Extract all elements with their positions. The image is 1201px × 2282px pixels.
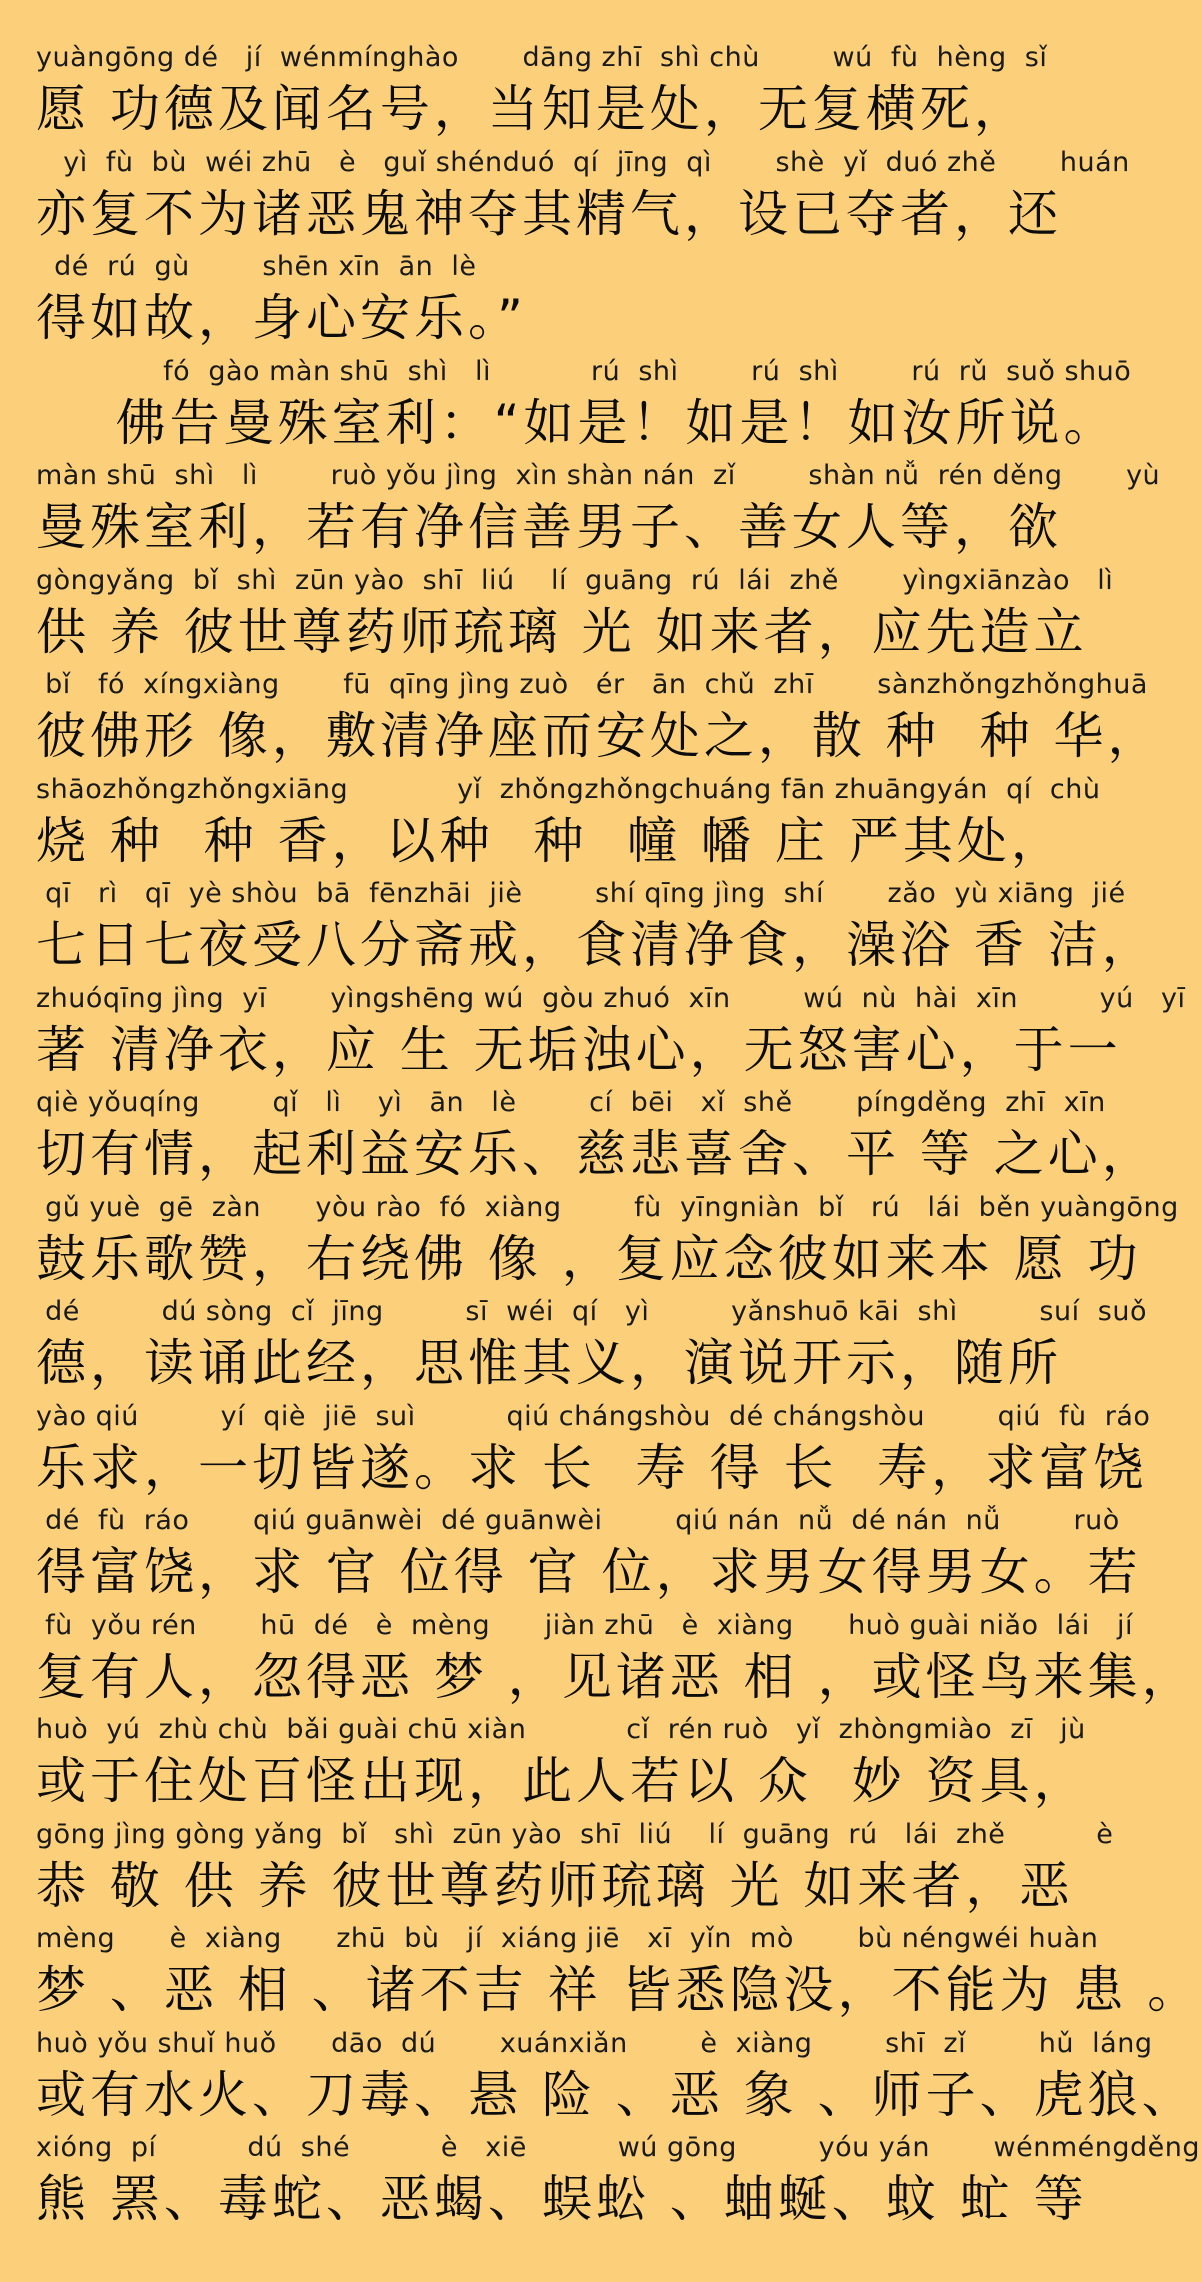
hanzi-line: 得如故，身心安乐。”: [36, 289, 527, 347]
hanzi-line: 乐求，一切皆遂。求 长 寿 得 长 寿，求富饶: [36, 1438, 1148, 1497]
hanzi-line: 复有人，忽得恶 梦 ，见诸恶 相 ，或怪鸟来集，: [36, 1647, 1196, 1706]
pinyin-line: gǔ yuè gē zàn yòu rào fó xiàng fù yīngniàn bǐ rú lái běn yuàngōng: [36, 1191, 1179, 1223]
hanzi-line: 熊 罴、毒蛇、恶蝎、蜈蚣 、蚰蜒、蚊 虻 等: [36, 2170, 1088, 2228]
pinyin-line: yuàngōng dé jí wénmínghào dāng zhī shì chù wú fù hèng sǐ: [36, 42, 1048, 73]
pinyin-line: zhuóqīng jìng yī yìngshēng wú gòu zhuó xīn wú nù hài xīn yú yī: [36, 982, 1186, 1014]
text-line: [36, 2130, 1200, 2235]
pinyin-line: mèng è xiàng zhū bù jí xiáng jiē xī yǐn mò bù néngwéi huàn: [36, 1923, 1099, 1954]
text-line: [36, 1503, 1142, 1608]
text-line: [36, 1712, 1088, 1817]
text-line: [36, 772, 1101, 877]
text-line: [36, 981, 1186, 1086]
sutra-text: [36, 40, 1201, 2235]
pinyin-line: dé fù ráo qiú guānwèi dé guānwèi qiú nán nǚ dé nán nǚ ruò: [36, 1505, 1120, 1536]
pinyin-line: fù yǒu rén hū dé è mèng jiàn zhū è xiàng huò guài niǎo lái jí: [36, 1609, 1133, 1641]
text-line: [36, 667, 1162, 772]
hanzi-line: 梦 、恶 相 、诸不吉 祥 皆悉隐没，不能为 患 。: [36, 1961, 1201, 2019]
hanzi-line: 烧 种 种 香，以种 种 幢 幡 庄 严其处，: [36, 811, 1065, 870]
pinyin-line: yì fù bù wéi zhū è guǐ shénduó qí jīng qì shè yǐ duó zhě huán: [36, 146, 1130, 178]
text-line: [36, 354, 1132, 459]
hanzi-line: 佛告曼殊室利：“如是！如是！如汝所说。: [36, 393, 1118, 452]
text-line: [36, 1190, 1179, 1295]
hanzi-line: 供 养 彼世尊药师琉璃 光 如来者，应先造立: [36, 602, 1088, 661]
text-line: [36, 1608, 1196, 1713]
pinyin-line: qiè yǒuqíng qǐ lì yì ān lè cí bēi xǐ shě píngděng zhī xīn: [36, 1087, 1106, 1118]
hanzi-line: 恭 敬 供 养 彼世尊药师琉璃 光 如来者，恶: [36, 1856, 1074, 1915]
hanzi-line: 愿 功德及闻名号，当知是处，无复横死，: [36, 80, 1028, 138]
hanzi-line: 鼓乐歌赞，右绕佛 像 ，复应念彼如来本 愿 功: [36, 1229, 1142, 1288]
text-line: [36, 1294, 1147, 1399]
pinyin-line: dé dú sòng cǐ jīng sī wéi qí yì yǎnshuō kāi shì suí suǒ: [36, 1296, 1147, 1327]
text-line: [36, 40, 1052, 145]
pinyin-line: qī rì qī yè shòu bā fēnzhāi jiè shí qīng jìng shí zǎo yù xiāng jié: [36, 878, 1126, 909]
hanzi-line: 得富饶，求 官 位得 官 位，求男女得男女。若: [36, 1543, 1142, 1601]
pinyin-line: huò yǒu shuǐ huǒ dāo dú xuánxiǎn è xiàng shī zǐ hǔ láng: [36, 2027, 1153, 2059]
text-line: [36, 249, 1052, 354]
hanzi-line: 或于住处百怪出现，此人若以 众 妙 资具，: [36, 1752, 1088, 1810]
pinyin-line: gòngyǎng bǐ shì zūn yào shī liú lí guāng rú lái zhě yìngxiānzào lì: [36, 564, 1114, 596]
pinyin-line: huò yú zhù chù bǎi guài chū xiàn cǐ rén ruò yǐ zhòngmiào zī jù: [36, 1714, 1086, 1745]
hanzi-line: 或有水火、刀毒、悬 险 、恶 象 、师子、虎狼、: [36, 2065, 1196, 2124]
pinyin-line: gōng jìng gòng yǎng bǐ shì zūn yào shī liú lí guāng rú lái zhě è: [36, 1818, 1114, 1850]
text-line: [36, 458, 1161, 563]
text-line: [36, 145, 1130, 250]
hanzi-line: 亦复不为诸恶鬼神夺其精气，设已夺者，还: [36, 184, 1062, 243]
pinyin-line: xióng pí dú shé è xiē wú gōng yóu yán wénméngděng: [36, 2132, 1200, 2163]
hanzi-line: 曼殊室利，若有净信善男子、善女人等，欲: [36, 498, 1062, 556]
pinyin-line: bǐ fó xíngxiàng fū qīng jìng zuò ér ān chǔ zhī sànzhǒngzhǒnghuā: [36, 669, 1148, 700]
text-line: [36, 2026, 1196, 2131]
hanzi-line: 切有情，起利益安乐、慈悲喜舍、平 等 之心，: [36, 1125, 1156, 1183]
hanzi-line: 著 清净衣，应 生 无垢浊心，无怒害心，于一: [36, 1020, 1122, 1079]
pinyin-line: yào qiú yí qiè jiē suì qiú chángshòu dé chángshòu qiú fù ráo: [36, 1400, 1151, 1432]
text-line: [36, 876, 1156, 981]
text-line: [36, 1817, 1114, 1922]
text-line: [36, 1085, 1156, 1190]
text-line: [36, 563, 1114, 668]
pinyin-line: shāozhǒngzhǒngxiāng yǐ zhǒngzhǒngchuáng fān zhuāngyán qí chù: [36, 773, 1101, 805]
hanzi-line: 七日七夜受八分斋戒，食清净食，澡浴 香 洁，: [36, 916, 1156, 974]
pinyin-line: màn shū shì lì ruò yǒu jìng xìn shàn nán zǐ shàn nǚ rén děng yù: [36, 460, 1161, 491]
hanzi-line: 德，读诵此经，思惟其义，演说开示，随所: [36, 1334, 1062, 1392]
pinyin-line: dé rú gù shēn xīn ān lè: [36, 251, 477, 282]
pinyin-line: fó gào màn shū shì lì rú shì rú shì rú rǔ suǒ shuō: [36, 355, 1132, 387]
text-line: [36, 1921, 1201, 2026]
hanzi-line: 彼佛形 像，敷清净座而安处之，散 种 种 华，: [36, 707, 1162, 765]
text-line: [36, 1399, 1151, 1504]
